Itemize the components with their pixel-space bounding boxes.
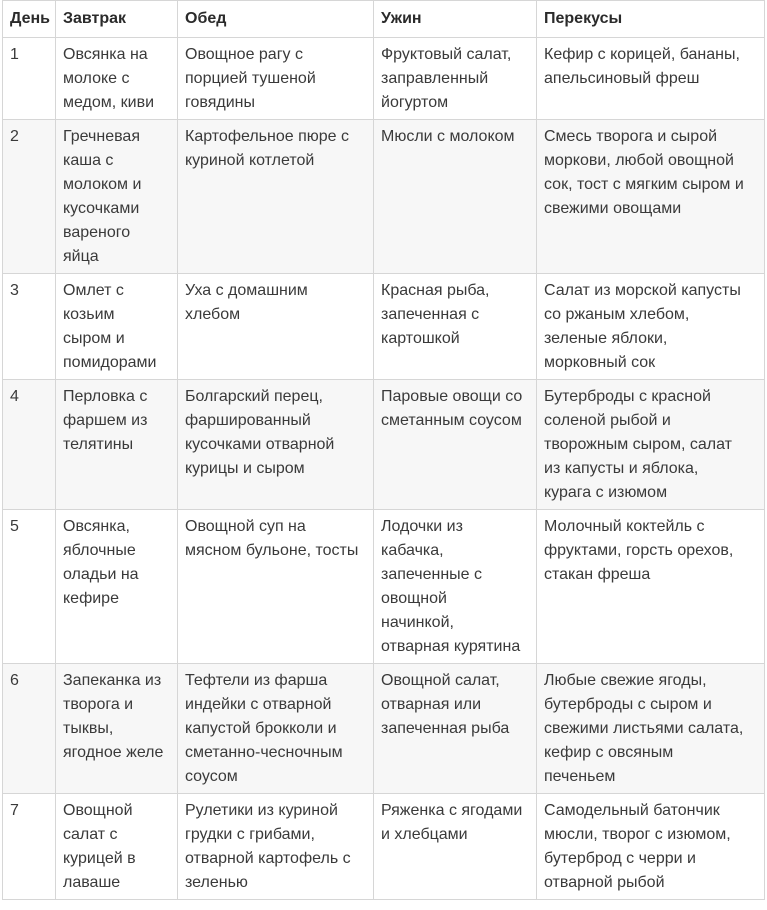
header-dinner: Ужин bbox=[374, 1, 537, 38]
table-row bbox=[3, 510, 765, 664]
cell-dinner: Овощной салат, отварная или запеченная рыба bbox=[374, 664, 537, 794]
cell-day: 5 bbox=[3, 510, 56, 664]
cell-breakfast: Овощной салат с курицей в лаваше bbox=[56, 794, 178, 900]
cell-breakfast: Перловка с фаршем из телятины bbox=[56, 380, 178, 510]
cell-day: 4 bbox=[3, 380, 56, 510]
header-breakfast: Завтрак bbox=[56, 1, 178, 38]
cell-day: 1 bbox=[3, 38, 56, 120]
cell-dinner: Красная рыба, запеченная с картошкой bbox=[374, 274, 537, 380]
cell-snacks: Салат из морской капусты со ржаным хлебом, зеленые яблоки, морковный сок bbox=[537, 274, 765, 380]
cell-day: 2 bbox=[3, 120, 56, 274]
table-row bbox=[3, 380, 765, 510]
cell-snacks: Бутерброды с красной соленой рыбой и творожным сыром, салат из капусты и яблока, курага с изюмом bbox=[537, 380, 765, 510]
cell-snacks: Молочный коктейль с фруктами, горсть орехов, стакан фреша bbox=[537, 510, 765, 664]
cell-dinner: Лодочки из кабачка, запеченные с овощной начинкой, отварная курятина bbox=[374, 510, 537, 664]
header-day: День bbox=[3, 1, 56, 38]
table-row bbox=[3, 664, 765, 794]
cell-snacks: Смесь творога и сырой моркови, любой овощной сок, тост с мягким сыром и свежими овощами bbox=[537, 120, 765, 274]
table-row bbox=[3, 274, 765, 380]
cell-breakfast: Овсянка, яблочные оладьи на кефире bbox=[56, 510, 178, 664]
cell-breakfast: Гречневая каша с молоком и кусочками вареного яйца bbox=[56, 120, 178, 274]
cell-day: 6 bbox=[3, 664, 56, 794]
header-row bbox=[3, 1, 765, 38]
cell-lunch: Картофельное пюре с куриной котлетой bbox=[178, 120, 374, 274]
table-row bbox=[3, 120, 765, 274]
table-header bbox=[3, 1, 765, 38]
header-lunch: Обед bbox=[178, 1, 374, 38]
cell-snacks: Любые свежие ягоды, бутерброды с сыром и свежими листьями салата, кефир с овсяным печеньем bbox=[537, 664, 765, 794]
cell-snacks: Самодельный батончик мюсли, творог с изюмом, бутерброд с черри и отварной рыбой bbox=[537, 794, 765, 900]
table-row bbox=[3, 794, 765, 900]
cell-lunch: Тефтели из фарша индейки с отварной капустой брокколи и сметанно-чесночным соусом bbox=[178, 664, 374, 794]
header-snacks: Перекусы bbox=[537, 1, 765, 38]
cell-dinner: Паровые овощи со сметанным соусом bbox=[374, 380, 537, 510]
cell-breakfast: Омлет с козьим сыром и помидорами bbox=[56, 274, 178, 380]
cell-day: 3 bbox=[3, 274, 56, 380]
cell-breakfast: Овсянка на молоке с медом, киви bbox=[56, 38, 178, 120]
cell-lunch: Овощное рагу с порцией тушеной говядины bbox=[178, 38, 374, 120]
meal-plan-table bbox=[2, 0, 765, 900]
cell-lunch: Овощной суп на мясном бульоне, тосты bbox=[178, 510, 374, 664]
cell-lunch: Уха с домашним хлебом bbox=[178, 274, 374, 380]
cell-snacks: Кефир с корицей, бананы, апельсиновый фреш bbox=[537, 38, 765, 120]
cell-dinner: Фруктовый салат, заправленный йогуртом bbox=[374, 38, 537, 120]
cell-dinner: Ряженка с ягодами и хлебцами bbox=[374, 794, 537, 900]
cell-day: 7 bbox=[3, 794, 56, 900]
table-row bbox=[3, 38, 765, 120]
cell-breakfast: Запеканка из творога и тыквы, ягодное желе bbox=[56, 664, 178, 794]
cell-lunch: Болгарский перец, фаршированный кусочками отварной курицы и сыром bbox=[178, 380, 374, 510]
cell-lunch: Рулетики из куриной грудки с грибами, отварной картофель с зеленью bbox=[178, 794, 374, 900]
table-body bbox=[3, 38, 765, 900]
cell-dinner: Мюсли с молоком bbox=[374, 120, 537, 274]
